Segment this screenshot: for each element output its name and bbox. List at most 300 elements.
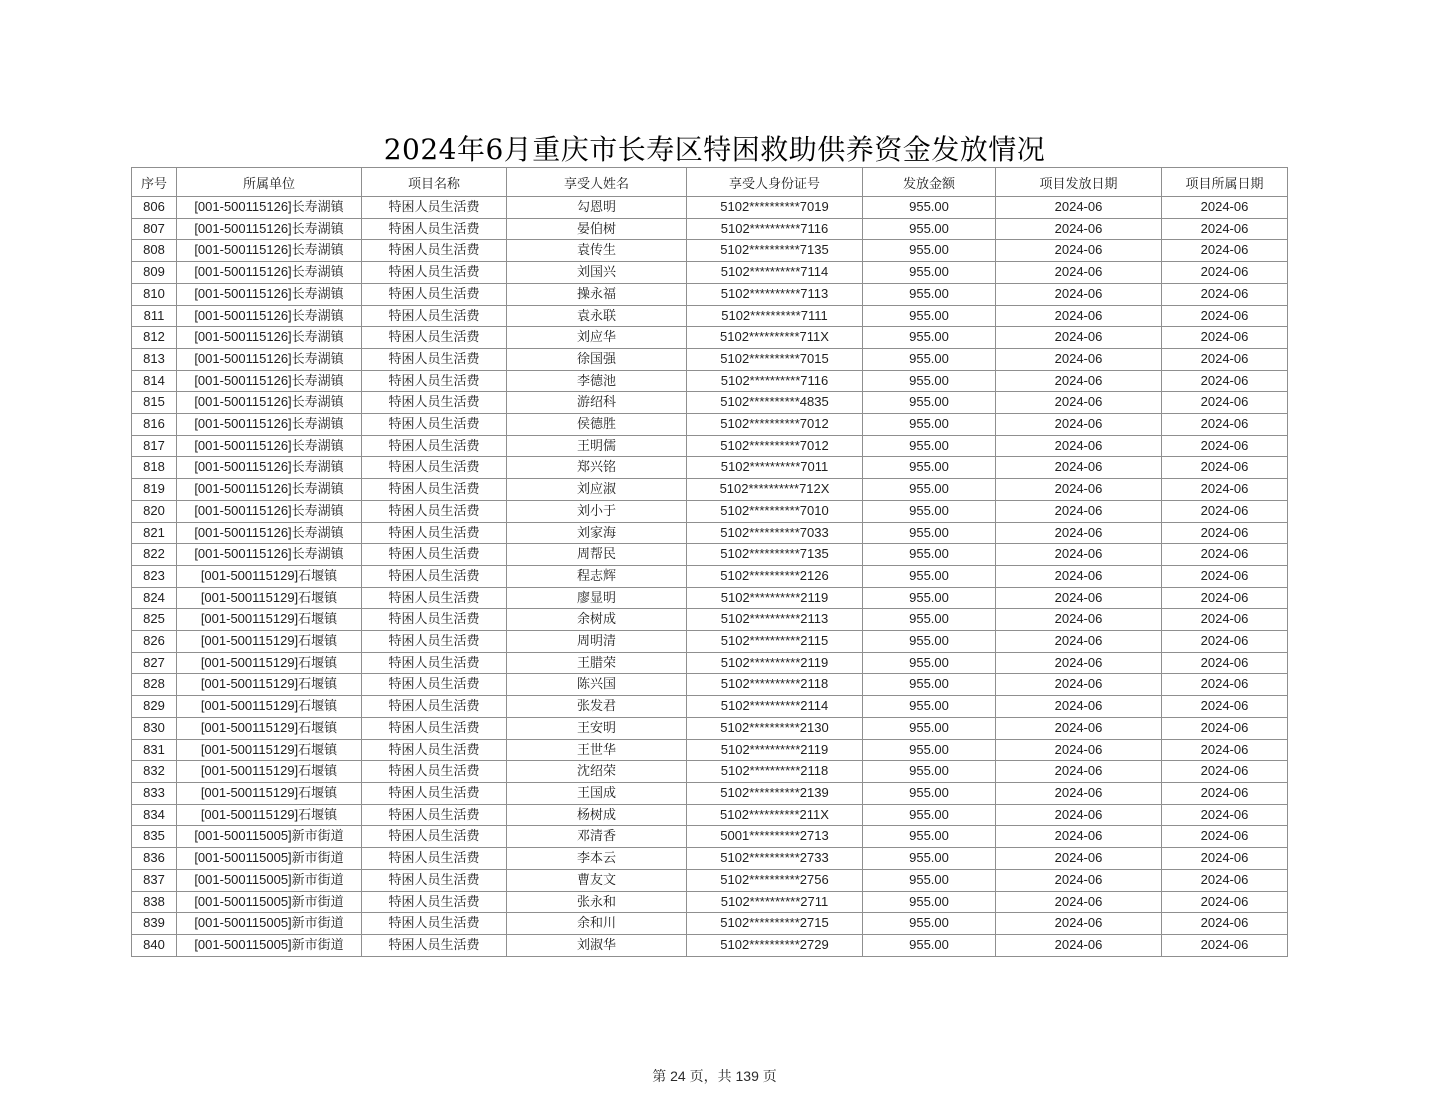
table-cell: 808 [132,240,177,262]
table-cell: [001-500115126]长寿湖镇 [177,435,362,457]
table-cell: 5102**********7116 [687,218,863,240]
table-body [132,197,1288,957]
table-cell: 5102**********2139 [687,782,863,804]
table-cell: 2024-06 [1162,500,1288,522]
column-header-beneficiary-name: 享受人姓名 [507,168,687,197]
table-cell: 2024-06 [996,891,1162,913]
table-cell: 2024-06 [996,869,1162,891]
table-cell: 955.00 [863,435,996,457]
table-row [132,587,1288,609]
table-cell: 2024-06 [1162,305,1288,327]
table-cell: 5102**********2114 [687,696,863,718]
table-cell: 5102**********2113 [687,609,863,631]
table-cell: 2024-06 [1162,370,1288,392]
table-cell: 特困人员生活费 [362,609,507,631]
table-cell: [001-500115129]石堰镇 [177,631,362,653]
table-cell: 806 [132,197,177,219]
table-cell: 955.00 [863,240,996,262]
table-cell: 特困人员生活费 [362,392,507,414]
table-cell: 955.00 [863,370,996,392]
table-row [132,283,1288,305]
table-cell: 5102**********2715 [687,913,863,935]
table-cell: [001-500115129]石堰镇 [177,565,362,587]
table-cell: 955.00 [863,848,996,870]
table-cell: 沈绍荣 [507,761,687,783]
table-cell: 5102**********7113 [687,283,863,305]
table-row [132,218,1288,240]
table-cell: 5102**********2729 [687,934,863,956]
table-cell: 5102**********4835 [687,392,863,414]
table-cell: 特困人员生活费 [362,305,507,327]
table-cell: 特困人员生活费 [362,717,507,739]
table-row [132,327,1288,349]
table-cell: [001-500115005]新市街道 [177,934,362,956]
table-cell: 816 [132,414,177,436]
table-cell: 勾恩明 [507,197,687,219]
table-cell: 2024-06 [1162,782,1288,804]
table-cell: 955.00 [863,631,996,653]
table-cell: 955.00 [863,479,996,501]
table-cell: 2024-06 [996,522,1162,544]
table-cell: 曹友文 [507,869,687,891]
table-cell: [001-500115129]石堰镇 [177,761,362,783]
page-title: 2024年6月重庆市长寿区特困救助供养资金发放情况 [383,133,1046,166]
table-cell: 821 [132,522,177,544]
column-header-amount: 发放金额 [863,168,996,197]
table-row [132,522,1288,544]
table-cell: 2024-06 [996,739,1162,761]
table-cell: [001-500115126]长寿湖镇 [177,392,362,414]
column-header-serial-number: 序号 [132,168,177,197]
column-header-issue-date: 项目发放日期 [996,168,1162,197]
table-cell: 955.00 [863,414,996,436]
table-cell: 5102**********2130 [687,717,863,739]
table-cell: 2024-06 [1162,197,1288,219]
table-cell: 徐国强 [507,348,687,370]
table-cell: 特困人员生活费 [362,696,507,718]
table-cell: 张发君 [507,696,687,718]
table-row [132,414,1288,436]
table-cell: 特困人员生活费 [362,240,507,262]
table-cell: [001-500115005]新市街道 [177,826,362,848]
table-cell: 2024-06 [996,392,1162,414]
table-cell: 955.00 [863,544,996,566]
table-cell: 840 [132,934,177,956]
table-cell: 955.00 [863,804,996,826]
table-cell: 2024-06 [1162,869,1288,891]
table-cell: 955.00 [863,457,996,479]
column-header-affiliated-unit: 所属单位 [177,168,362,197]
table-cell: 2024-06 [1162,283,1288,305]
table-cell: 817 [132,435,177,457]
table-row [132,609,1288,631]
table-cell: 2024-06 [1162,761,1288,783]
table-cell: 5102**********2119 [687,739,863,761]
table-cell: [001-500115126]长寿湖镇 [177,327,362,349]
table-cell: 2024-06 [996,544,1162,566]
table-cell: 2024-06 [996,782,1162,804]
table-cell: 2024-06 [996,435,1162,457]
table-row [132,826,1288,848]
table-cell: [001-500115005]新市街道 [177,891,362,913]
table-row [132,479,1288,501]
table-cell: [001-500115126]长寿湖镇 [177,348,362,370]
table-cell: 955.00 [863,609,996,631]
table-cell: 955.00 [863,934,996,956]
table-cell: 特困人员生活费 [362,565,507,587]
table-cell: 834 [132,804,177,826]
table-cell: 晏伯树 [507,218,687,240]
table-cell: 823 [132,565,177,587]
table-cell: 5102**********2126 [687,565,863,587]
table-cell: 邓清香 [507,826,687,848]
table-cell: 2024-06 [996,240,1162,262]
table-cell: 955.00 [863,305,996,327]
table-cell: 2024-06 [1162,392,1288,414]
table-cell: 5102**********7012 [687,414,863,436]
table-row [132,197,1288,219]
table-cell: 特困人员生活费 [362,652,507,674]
table-cell: 955.00 [863,392,996,414]
table-cell: 特困人员生活费 [362,739,507,761]
table-cell: 2024-06 [1162,804,1288,826]
table-cell: 2024-06 [1162,631,1288,653]
table-cell: 829 [132,696,177,718]
table-cell: [001-500115126]长寿湖镇 [177,240,362,262]
table-cell: 特困人员生活费 [362,197,507,219]
table-cell: 5102**********2118 [687,761,863,783]
table-cell: [001-500115005]新市街道 [177,869,362,891]
table-cell: 刘家海 [507,522,687,544]
table-cell: 955.00 [863,739,996,761]
table-cell: 特困人员生活费 [362,631,507,653]
table-cell: 824 [132,587,177,609]
table-cell: 833 [132,782,177,804]
table-cell: 809 [132,262,177,284]
table-cell: 特困人员生活费 [362,674,507,696]
table-cell: 余和川 [507,913,687,935]
table-cell: 特困人员生活费 [362,913,507,935]
table-cell: [001-500115129]石堰镇 [177,804,362,826]
table-row [132,240,1288,262]
table-cell: 5102**********7135 [687,544,863,566]
table-cell: 836 [132,848,177,870]
table-cell: 特困人员生活费 [362,826,507,848]
table-cell: 2024-06 [996,804,1162,826]
table-row [132,696,1288,718]
table-cell: 特困人员生活费 [362,544,507,566]
table-cell: 2024-06 [1162,826,1288,848]
table-row [132,262,1288,284]
table-cell: 2024-06 [996,674,1162,696]
table-cell: [001-500115126]长寿湖镇 [177,218,362,240]
table-cell: 5102**********211X [687,804,863,826]
table-cell: 王世华 [507,739,687,761]
table-cell: 2024-06 [996,934,1162,956]
page-number-indicator: 第 24 页，共 139 页 [652,1068,777,1084]
table-cell: 2024-06 [1162,739,1288,761]
table-cell: 2024-06 [996,348,1162,370]
table-cell: 825 [132,609,177,631]
table-cell: [001-500115129]石堰镇 [177,739,362,761]
table-cell: 838 [132,891,177,913]
table-cell: 2024-06 [1162,717,1288,739]
table-cell: 2024-06 [1162,262,1288,284]
table-cell: 李本云 [507,848,687,870]
table-cell: 955.00 [863,782,996,804]
table-row [132,869,1288,891]
table-cell: 2024-06 [1162,652,1288,674]
table-cell: 特困人员生活费 [362,848,507,870]
table-cell: 特困人员生活费 [362,869,507,891]
table-cell: 王安明 [507,717,687,739]
table-cell: 2024-06 [996,283,1162,305]
table-cell: 刘小于 [507,500,687,522]
table-cell: [001-500115126]长寿湖镇 [177,500,362,522]
table-cell: [001-500115129]石堰镇 [177,609,362,631]
table-cell: 周明清 [507,631,687,653]
table-cell: 5102**********2119 [687,652,863,674]
table-cell: 5102**********7114 [687,262,863,284]
table-cell: 侯德胜 [507,414,687,436]
table-cell: 特困人员生活费 [362,414,507,436]
table-cell: 袁永联 [507,305,687,327]
table-cell: 955.00 [863,262,996,284]
table-cell: 2024-06 [1162,891,1288,913]
table-row [132,305,1288,327]
table-cell: 5102**********7019 [687,197,863,219]
table-cell: 2024-06 [996,913,1162,935]
table-cell: 2024-06 [1162,544,1288,566]
table-cell: 陈兴国 [507,674,687,696]
table-cell: 828 [132,674,177,696]
table-row [132,652,1288,674]
table-cell: 游绍科 [507,392,687,414]
table-cell: 2024-06 [996,652,1162,674]
table-cell: 2024-06 [1162,565,1288,587]
table-cell: 5102**********7010 [687,500,863,522]
table-cell: 特困人员生活费 [362,457,507,479]
table-cell: [001-500115126]长寿湖镇 [177,370,362,392]
table-cell: 955.00 [863,826,996,848]
table-cell: 特困人员生活费 [362,587,507,609]
table-cell: 特困人员生活费 [362,522,507,544]
table-cell: 2024-06 [1162,218,1288,240]
table-cell: 2024-06 [1162,414,1288,436]
table-cell: 826 [132,631,177,653]
table-cell: [001-500115005]新市街道 [177,848,362,870]
table-cell: 2024-06 [1162,674,1288,696]
table-cell: 2024-06 [996,565,1162,587]
table-row [132,913,1288,935]
table-cell: 余树成 [507,609,687,631]
table-row [132,761,1288,783]
column-header-project-name: 项目名称 [362,168,507,197]
table-cell: 815 [132,392,177,414]
table-cell: [001-500115129]石堰镇 [177,696,362,718]
table-cell: 5102**********711X [687,327,863,349]
table-cell: [001-500115126]长寿湖镇 [177,305,362,327]
table-row [132,804,1288,826]
table-cell: 835 [132,826,177,848]
table-row [132,457,1288,479]
table-cell: 837 [132,869,177,891]
table-cell: 2024-06 [996,609,1162,631]
table-cell: [001-500115126]长寿湖镇 [177,414,362,436]
table-cell: 操永福 [507,283,687,305]
table-cell: 特困人员生活费 [362,218,507,240]
table-cell: 2024-06 [1162,934,1288,956]
table-cell: 5102**********7111 [687,305,863,327]
table-cell: 特困人员生活费 [362,500,507,522]
table-cell: 王国成 [507,782,687,804]
table-cell: 2024-06 [1162,587,1288,609]
table-cell: 5102**********7116 [687,370,863,392]
table-cell: 2024-06 [996,457,1162,479]
table-cell: 2024-06 [996,262,1162,284]
table-row [132,370,1288,392]
table-cell: [001-500115126]长寿湖镇 [177,262,362,284]
table-cell: [001-500115126]长寿湖镇 [177,544,362,566]
table-cell: 955.00 [863,696,996,718]
table-cell: 814 [132,370,177,392]
column-header-period-date: 项目所属日期 [1162,168,1288,197]
table-row [132,392,1288,414]
table-cell: 特困人员生活费 [362,327,507,349]
table-cell: 810 [132,283,177,305]
table-cell: 955.00 [863,587,996,609]
table-cell: 特困人员生活费 [362,782,507,804]
table-cell: 955.00 [863,283,996,305]
table-cell: [001-500115126]长寿湖镇 [177,479,362,501]
table-cell: 820 [132,500,177,522]
table-cell: 955.00 [863,500,996,522]
table-cell: 832 [132,761,177,783]
table-cell: 955.00 [863,674,996,696]
table-cell: [001-500115129]石堰镇 [177,674,362,696]
table-cell: 2024-06 [996,370,1162,392]
table-cell: 5102**********2711 [687,891,863,913]
table-cell: 李德池 [507,370,687,392]
table-cell: 特困人员生活费 [362,370,507,392]
table-cell: 2024-06 [996,479,1162,501]
table-cell: 955.00 [863,717,996,739]
table-cell: 廖显明 [507,587,687,609]
table-cell: 2024-06 [996,218,1162,240]
table-cell: 5001**********2713 [687,826,863,848]
table-cell: 955.00 [863,891,996,913]
table-cell: 刘应淑 [507,479,687,501]
table-cell: 5102**********7015 [687,348,863,370]
table-cell: 955.00 [863,652,996,674]
table-cell: 2024-06 [996,717,1162,739]
table-cell: [001-500115129]石堰镇 [177,652,362,674]
table-cell: 张永和 [507,891,687,913]
table-cell: 955.00 [863,197,996,219]
table-cell: 955.00 [863,869,996,891]
table-cell: 955.00 [863,761,996,783]
table-cell: 刘应华 [507,327,687,349]
table-cell: 827 [132,652,177,674]
table-cell: [001-500115129]石堰镇 [177,782,362,804]
table-cell: 特困人员生活费 [362,435,507,457]
table-cell: 5102**********2733 [687,848,863,870]
table-cell: 5102**********7135 [687,240,863,262]
table-cell: 2024-06 [996,761,1162,783]
table-cell: 2024-06 [1162,913,1288,935]
table-row [132,500,1288,522]
payment-table [131,167,1288,957]
table-cell: 955.00 [863,218,996,240]
table-cell: [001-500115126]长寿湖镇 [177,457,362,479]
table-cell: 特困人员生活费 [362,761,507,783]
table-row [132,782,1288,804]
table-cell: 2024-06 [1162,696,1288,718]
table-cell: 818 [132,457,177,479]
table-cell: 955.00 [863,522,996,544]
table-row [132,544,1288,566]
table-cell: 2024-06 [996,631,1162,653]
table-cell: 819 [132,479,177,501]
table-cell: 2024-06 [996,327,1162,349]
table-cell: 2024-06 [1162,848,1288,870]
table-row [132,348,1288,370]
table-cell: 刘国兴 [507,262,687,284]
table-cell: 特困人员生活费 [362,934,507,956]
table-cell: 2024-06 [996,500,1162,522]
table-cell: 王腊荣 [507,652,687,674]
table-cell: [001-500115126]长寿湖镇 [177,197,362,219]
table-cell: 特困人员生活费 [362,262,507,284]
table-cell: 822 [132,544,177,566]
table-cell: 839 [132,913,177,935]
table-cell: 特困人员生活费 [362,283,507,305]
table-cell: [001-500115129]石堰镇 [177,587,362,609]
table-header-row [132,168,1288,197]
table-row [132,674,1288,696]
table-cell: 5102**********7033 [687,522,863,544]
table-row [132,631,1288,653]
table-cell: [001-500115129]石堰镇 [177,717,362,739]
table-cell: [001-500115005]新市街道 [177,913,362,935]
table-cell: 955.00 [863,565,996,587]
table-cell: 2024-06 [1162,457,1288,479]
table-cell: 955.00 [863,913,996,935]
table-cell: 刘淑华 [507,934,687,956]
table-cell: 5102**********2756 [687,869,863,891]
table-cell: 831 [132,739,177,761]
table-cell: [001-500115126]长寿湖镇 [177,283,362,305]
table-cell: 807 [132,218,177,240]
table-cell: 2024-06 [996,414,1162,436]
table-cell: 813 [132,348,177,370]
table-cell: 2024-06 [1162,240,1288,262]
table-cell: 周帮民 [507,544,687,566]
column-header-beneficiary-id-number: 享受人身份证号 [687,168,863,197]
table-cell: 袁传生 [507,240,687,262]
table-cell: 2024-06 [1162,435,1288,457]
table-cell: 5102**********7012 [687,435,863,457]
table-cell: 特困人员生活费 [362,891,507,913]
table-cell: 955.00 [863,348,996,370]
table-row [132,717,1288,739]
table-cell: 812 [132,327,177,349]
table-cell: 2024-06 [996,587,1162,609]
table-row [132,565,1288,587]
table-cell: 2024-06 [1162,609,1288,631]
table-cell: [001-500115126]长寿湖镇 [177,522,362,544]
table-cell: 955.00 [863,327,996,349]
